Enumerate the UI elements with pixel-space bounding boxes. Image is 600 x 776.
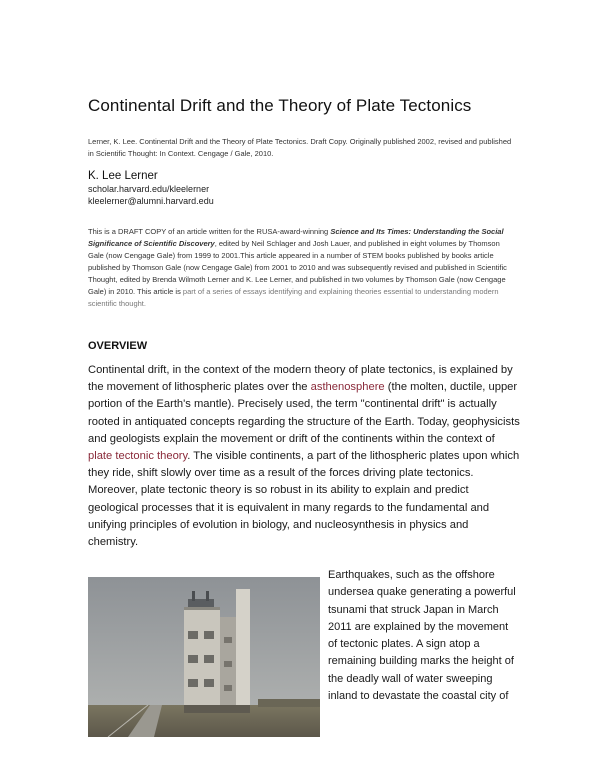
draft-text-3: part of a series of essays identifying and explaining theories essential to understanding modern scientific thought. — [88, 287, 499, 308]
overview-text-2: (the molten, ductile, upper portion of the Earth's mantle). Precisely used, the term "continental drift" is actually rooted in antiquated concepts regarding the structure of the Earth. Today, geophysicists and geologists explain the movement or drift of the continents within the context of — [88, 381, 520, 445]
tsunami-building-photo — [88, 577, 320, 737]
plate-tectonic-theory-link[interactable]: plate tectonic theory — [88, 450, 188, 463]
author-website[interactable]: scholar.harvard.edu/kleelerner — [88, 184, 210, 194]
overview-text-1: Continental drift, in the context of the modern theory of plate tectonics, is explained by the movement of lithospheric plates over the — [88, 364, 513, 394]
author-name: K. Lee Lerner — [88, 170, 158, 182]
overview-text-3: . The visible continents, a part of the lithospheric plates upon which they ride, shift slowly over time as a result of the forces driving plate tectonics. Moreover, plate tectonic theory is so robust in its ability to explain and predict geological processes that it is equivalent in many regards to the fundamental and unifying principles of evolution in biology, and nucleosynthesis in physics and chemistry. — [88, 450, 520, 549]
page-title: Continental Drift and the Theory of Plate Tectonics — [88, 96, 472, 115]
citation: Lerner, K. Lee. Continental Drift and the Theory of Plate Tectonics. Draft Copy. Originally published 2002, revised and published in Scientific Thought: In Context. Cengage / Gale, 2010. — [88, 137, 512, 158]
overview-paragraph — [88, 362, 520, 551]
draft-text-2: , edited by Neil Schlager and Josh Lauer, and published in eight volumes by Thomson Gale (now Cengage Gale) from 1999 to 2001.This article appeared in a number of STEM books published by books article published by Thomson Gale (now Cengage Gale) from 2001 to 2010 and was subsequently revised and published in Scientific Thought, edited by Brenda Wilmoth Lerner and K. Lee Lerner, and published in two volumes by Thomson Gale (now Cengage Gale) in 2010. This article is — [88, 239, 507, 296]
asthenosphere-link[interactable]: asthenosphere — [310, 381, 385, 394]
book-title: Science and Its Times: Understanding the Social Significance of Scientific Discovery — [88, 227, 504, 248]
draft-notice — [88, 226, 516, 310]
overview-heading: OVERVIEW — [88, 340, 148, 352]
figure-caption: Earthquakes, such as the offshore undersea quake generating a powerful tsunami that struck Japan in March 2011 are explained by the movement of tectonic plates. A sign atop a remaining building marks the height of the deadly wall of water sweeping inland to devastate the coastal city of — [328, 569, 516, 703]
author-email[interactable]: kleelerner@alumni.harvard.edu — [88, 196, 214, 206]
draft-text-1: This is a DRAFT COPY of an article written for the RUSA-award-winning — [88, 227, 331, 236]
